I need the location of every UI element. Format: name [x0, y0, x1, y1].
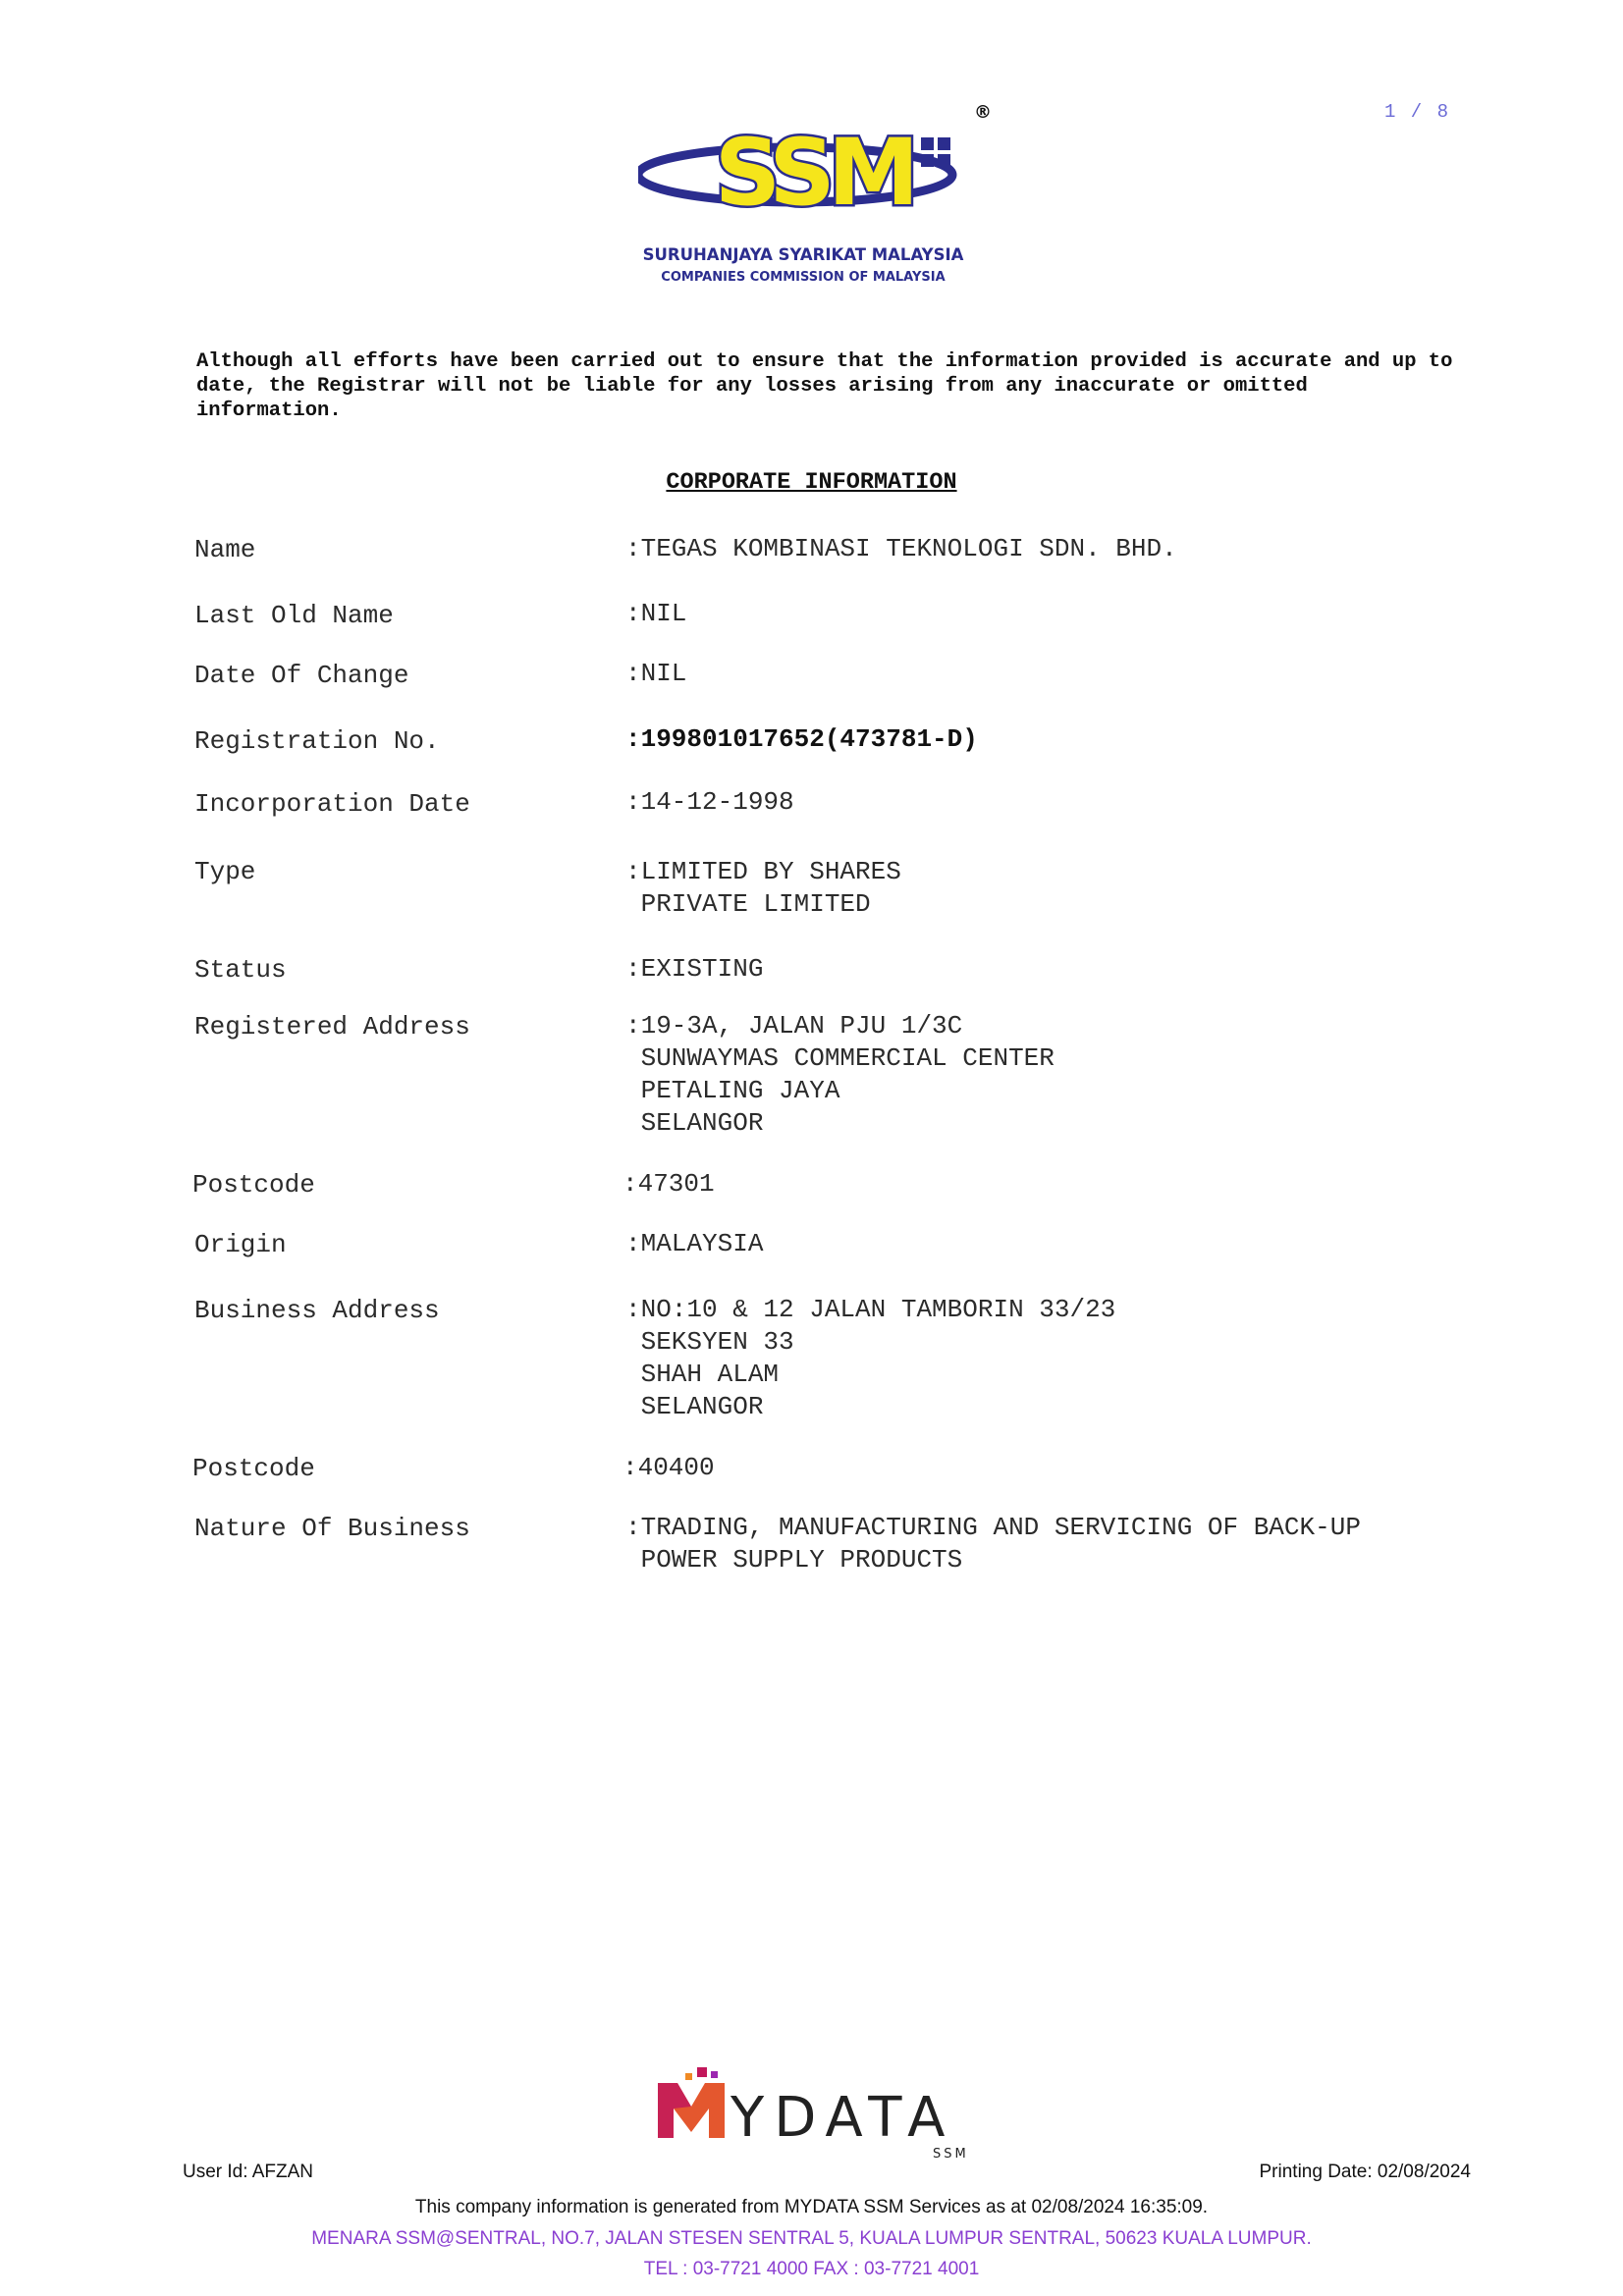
- ssm-logo-line2: COMPANIES COMMISSION OF MALAYSIA: [661, 270, 946, 285]
- value-name: :TEGAS KOMBINASI TEKNOLOGI SDN. BHD.: [625, 534, 1177, 563]
- section-title: CORPORATE INFORMATION: [666, 469, 957, 496]
- label-registered-address: Registered Address: [194, 1012, 470, 1041]
- label-incorporation-date: Incorporation Date: [194, 789, 470, 819]
- disclaimer: Although all efforts have been carried out to ensure that the information provided is accurate and up to date, the Registrar will not be liable for any losses arising from any inaccurate or omitted information.: [196, 350, 1453, 422]
- generated-note: This company information is generated from MYDATA SSM Services as at 02/08/2024 16:35:09.: [414, 2197, 1209, 2217]
- page-indicator: 1 / 8: [1384, 101, 1451, 123]
- label-nature-of-business: Nature Of Business: [194, 1514, 470, 1543]
- value-date-of-change: :NIL: [625, 659, 687, 688]
- value-status: :EXISTING: [625, 954, 764, 984]
- registered-mark: ®: [974, 102, 992, 123]
- mydata-sub: SSM: [933, 2147, 969, 2162]
- mydata-logo: [656, 2063, 970, 2162]
- value-registration-no: :199801017652(473781-D): [625, 724, 978, 754]
- ssm-logo-dot: [938, 154, 950, 167]
- value-postcode-business: :40400: [622, 1453, 715, 1482]
- mydata-pixel: [711, 2071, 718, 2078]
- label-last-old-name: Last Old Name: [194, 601, 394, 630]
- label-business-address: Business Address: [194, 1296, 440, 1325]
- ssm-logo: [638, 98, 992, 294]
- footer-contact: TEL : 03-7721 4000 FAX : 03-7721 4001: [643, 2259, 980, 2279]
- label-origin: Origin: [194, 1230, 287, 1259]
- value-incorporation-date: :14-12-1998: [625, 787, 794, 817]
- label-postcode-registered: Postcode: [192, 1170, 315, 1200]
- mydata-pixel: [685, 2073, 692, 2080]
- printing-date: Printing Date: 02/08/2024: [1259, 2162, 1471, 2182]
- ssm-logo-dot: [938, 137, 950, 150]
- value-registered-address: :19-3A, JALAN PJU 1/3C SUNWAYMAS COMMERCIAL CENTER PETALING JAYA SELANGOR: [625, 1011, 1055, 1138]
- mydata-pixel: [697, 2067, 707, 2077]
- label-name: Name: [194, 535, 256, 564]
- footer-address: MENARA SSM@SENTRAL, NO.7, JALAN STESEN SENTRAL 5, KUALA LUMPUR SENTRAL, 50623 KUALA LUMPUR.: [311, 2228, 1312, 2249]
- value-type: :LIMITED BY SHARES PRIVATE LIMITED: [625, 857, 901, 919]
- ssm-logo-dot: [921, 154, 934, 167]
- label-postcode-business: Postcode: [192, 1454, 315, 1483]
- value-last-old-name: :NIL: [625, 599, 687, 628]
- value-postcode-registered: :47301: [622, 1169, 715, 1199]
- ssm-logo-line1: SURUHANJAYA SYARIKAT MALAYSIA: [642, 245, 964, 264]
- value-business-address: :NO:10 & 12 JALAN TAMBORIN 33/23 SEKSYEN 33 SHAH ALAM SELANGOR: [625, 1295, 1116, 1421]
- value-origin: :MALAYSIA: [625, 1229, 764, 1258]
- label-status: Status: [194, 955, 287, 985]
- mydata-wordmark: YDATA: [730, 2086, 955, 2150]
- ssm-logo-mark: SSM: [714, 120, 912, 227]
- label-type: Type: [194, 857, 256, 886]
- user-id: User Id: AFZAN: [183, 2162, 314, 2182]
- label-registration-no: Registration No.: [194, 726, 440, 756]
- ssm-logo-dot: [921, 137, 934, 150]
- value-nature-of-business: :TRADING, MANUFACTURING AND SERVICING OF BACK-UP POWER SUPPLY PRODUCTS: [625, 1513, 1361, 1575]
- label-date-of-change: Date Of Change: [194, 661, 409, 690]
